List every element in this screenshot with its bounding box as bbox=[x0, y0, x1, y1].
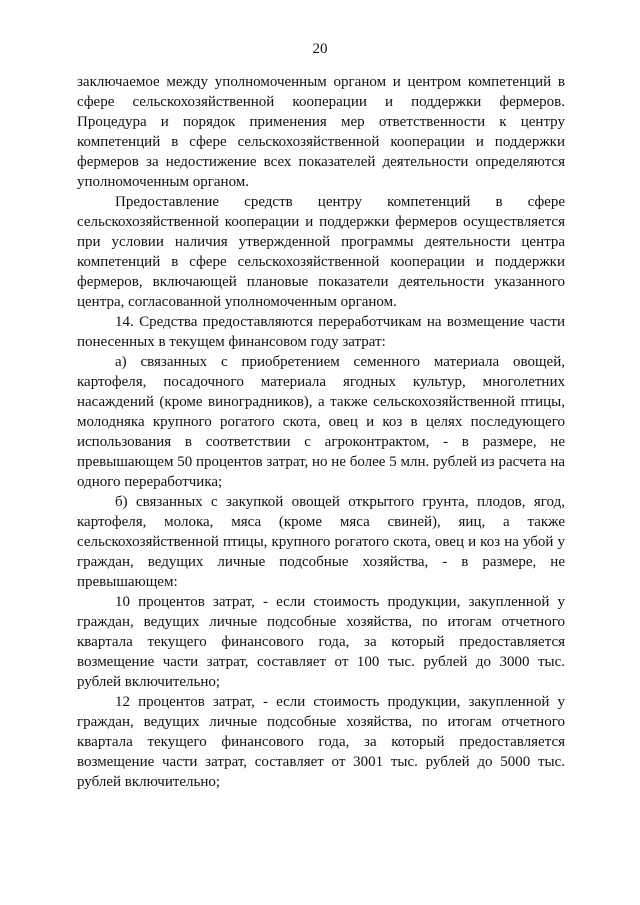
paragraph-rate-10-percent: 10 процентов затрат, - если стоимость продукции, закупленной у граждан, ведущих личные подсобные хозяйства, по итогам отчетного квартала текущего финансового года, за который предоставляется возмещение части затрат, составляет от 100 тыс. рублей до 3000 тыс. рублей включительно; bbox=[77, 594, 565, 690]
paragraph-item-14: 14. Средства предоставляются переработчикам на возмещение части понесенных в текущем финансовом году затрат: bbox=[77, 314, 565, 350]
paragraph-subitem-a: а) связанных с приобретением семенного материала овощей, картофеля, посадочного материала ягодных культур, многолетних насаждений (кроме виноградников), а также сельскохозяйственной птицы, молодняка крупного рогатого скота, овец и коз в целях последующего использования в соответствии с агроконтрактом, - в размере, не превышающем 50 процентов затрат, но не более 5 млн. рублей из расчета на одного переработчика; bbox=[77, 354, 566, 490]
paragraph-continuation: заключаемое между уполномоченным органом и центром компетенций в сфере сельскохозяйственной кооперации и поддержки фермеров. Процедура и порядок применения мер ответственности к центру компетенций в сфере сельскохозяйственной кооперации и поддержки фермеров за недостижение всех показателей деятельности определяются уполномоченным органом. bbox=[77, 74, 565, 190]
document-body bbox=[77, 72, 565, 792]
paragraph-rate-12-percent: 12 процентов затрат, - если стоимость продукции, закупленной у граждан, ведущих личные подсобные хозяйства, по итогам отчетного квартала текущего финансового года, за который предоставляется возмещение части затрат, составляет от 3001 тыс. рублей до 5000 тыс. рублей включительно; bbox=[77, 694, 565, 790]
page-number: 20 bbox=[312, 41, 328, 57]
paragraph-subitem-b: б) связанных с закупкой овощей открытого грунта, плодов, ягод, картофеля, молока, мяса (кроме мяса свиней), яиц, а также сельскохозяйственной птицы, крупного рогатого скота, овец и коз на убой у граждан, ведущих личные подсобные хозяйства, - в размере, не превышающем: bbox=[77, 494, 565, 590]
paragraph-funding-condition: Предоставление средств центру компетенций в сфере сельскохозяйственной кооперации и поддержки фермеров осуществляется при условии наличия утвержденной программы деятельности центра компетенций в сфере сельскохозяйственной кооперации и поддержки фермеров, включающей плановые показатели деятельности указанного центра, согласованной уполномоченным органом. bbox=[77, 194, 565, 310]
